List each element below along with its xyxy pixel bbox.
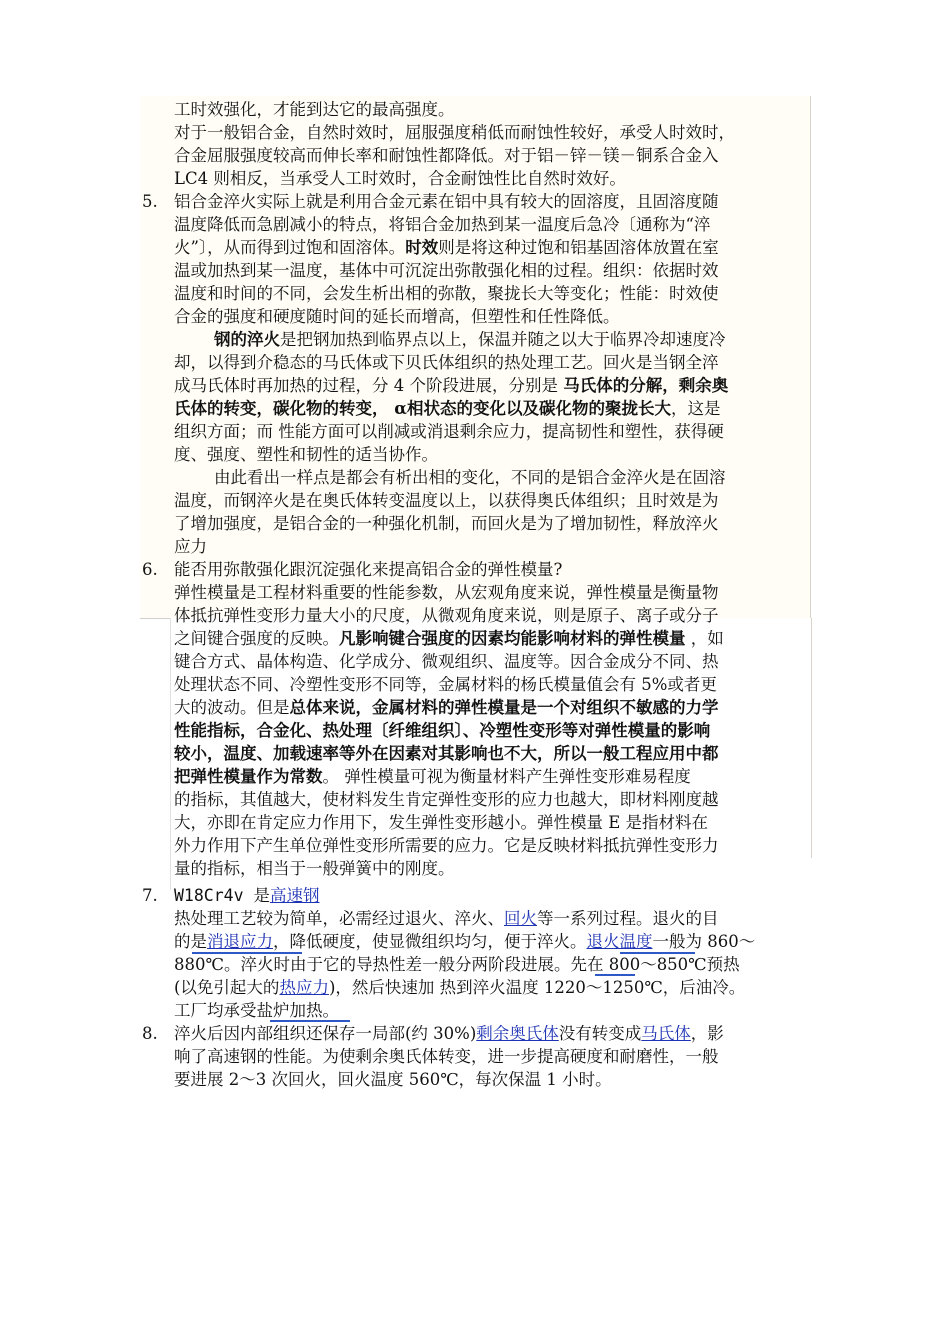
text-line: 880℃。淬火时由于它的导热性差一般分两阶段进展。先在 800～850℃预热 [174,955,740,974]
link-tempering[interactable]: 回火 [504,909,537,928]
text-line: 弹性模量是工程材料重要的性能参数，从宏观角度来说，弹性模量是衡量物 [174,583,719,602]
text-span: 则是将这种过饱和铝基固溶体放置在室 [438,238,719,257]
link-high-speed-steel[interactable]: 高速钢 [269,886,320,905]
text-line: 性能指标，合金化、热处理〔纤维组织〕、冷塑性变形等对弹性模量的影响 [174,721,711,740]
text-span: 一般为 860～ [652,932,756,951]
text-line: 温或加热到某一温度，基体中可沉淀出弥散强化相的过程。组织：依据时效 [174,261,719,280]
text-span: ，如 [685,629,724,648]
text-line: 体抵抗弹性变形力量大小的尺度，从微观角度来说，则是原子、离子或分子 [174,606,719,625]
text-line [174,374,808,397]
text-span: 是把钢加热到临界点以上，保温并随之以大于临界冷却速度冷 [280,330,726,349]
text-span: 没有转变成 [558,1024,642,1043]
text-line [174,907,808,930]
text-span: 的是 [174,932,207,951]
link-annealing-temperature[interactable]: 退火温度 [586,932,653,951]
text-line: 的指标，其值越大，使材料发生肯定弹性变形的应力也越大，即材料刚度越 [174,790,719,809]
text-line: 合金屈服强度较高而伸长率和耐蚀性都降低。对于铝－锌－镁－铜系合金入 [174,146,719,165]
text-line [174,765,808,788]
region-divider [140,618,170,619]
list-number: 6. [142,560,158,579]
text-span: 淬火后因内部组织还保存一局部(约 30%) [174,1024,477,1043]
text-line: 工厂均承受盐炉加热。 [174,1001,339,1020]
bold-term: 马氏体的分解，剩余奥 [563,376,729,395]
text-line: 却，以得到介稳态的马氏体或下贝氏体组织的热处理工艺。回火是当钢全淬 [174,353,719,372]
text-span: (以免引起大的 [174,978,280,997]
text-span: 热处理工艺较为简单，必需经过退火、淬火、 [174,909,504,928]
text-line: 应力 [174,537,207,556]
text-line: 处理状态不同、冷塑性变形不同等，金属材料的杨氏模量值会有 5%或者更 [174,675,717,694]
text-span: 之间键合强度的反映。 [174,629,339,648]
bold-term: 时效 [405,238,439,257]
text-line [174,884,808,907]
text-line: LC4 则相反，当承受人工时效时，合金耐蚀性比自然时效好。 [174,169,626,188]
list-number: 7. [142,886,158,905]
list-number: 8. [142,1024,158,1043]
text-line: 温度，而钢淬火是在奥氏体转变温度以上，以获得奥氏体组织；且时效是为 [174,491,719,510]
bold-term: 把弹性模量作为常数 [174,767,323,786]
text-line: 度、强度、塑性和韧性的适当协作。 [174,445,438,464]
text-span: 等一系列过程。退火的目 [537,909,719,928]
text-span: 大的波动。但是 [174,698,290,717]
link-thermal-stress[interactable]: 热应力 [279,978,329,997]
text-line: 对于一般铝合金，自然时效时，屈服强度稍低而耐蚀性较好，承受人时效时， [174,123,735,142]
text-line [174,696,808,719]
text-line: 合金的强度和硬度随时间的延长而增高，但塑性和任性降低。 [174,307,620,326]
text-line [174,976,808,999]
text-line [174,236,808,259]
bold-term: 钢的淬火 [214,330,280,349]
text-line [174,397,808,420]
text-line: 较小，温度、加载速率等外在因素对其影响也不大，所以一般工程应用中都 [174,744,719,763]
list-number: 5. [142,192,158,211]
text-line: 了增加强度，是铝合金的一种强化机制，而回火是为了增加韧性，释放淬火 [174,514,719,533]
question-line: 能否用弥散强化跟沉淀强化来提高铝合金的弹性模量? [174,560,563,579]
text-line: 温度降低而急剧减小的特点，将铝合金加热到某一温度后急冷〔通称为“淬 [174,215,711,234]
text-span: ，这是 [670,399,721,418]
link-stress-relief[interactable]: 消退应力 [207,932,273,951]
link-martensite[interactable]: 马氏体 [641,1024,691,1043]
text-span: W18Cr4v 是 [174,886,270,905]
annotation-stroke [595,972,635,976]
text-line: 由此看出一样点是都会有析出相的变化，不同的是铝合金淬火是在固溶 [214,468,726,487]
text-span: 火”〕，从而得到过饱和固溶体。 [174,238,406,257]
text-span: 。 弹性模量可视为衡量材料产生弹性变形难易程度 [322,767,691,786]
text-span: ，影 [690,1024,724,1043]
text-line: 大，亦即在肯定应力作用下，发生弹性变形越小。弹性模量 E 是指材料在 [174,813,709,832]
bold-term: 凡影响键合强度的因素均能影响材料的弹性模量 [339,629,686,648]
text-line: 工时效强化，才能到达它的最高强度。 [174,100,455,119]
text-line: 组织方面；而 性能方面可以削减或消退剩余应力，提高韧性和塑性，获得硬 [174,422,724,441]
text-line [174,627,808,650]
text-span: )，然后快速加 热到淬火温度 1220～1250℃，后油冷。 [328,978,746,997]
text-line [174,1022,808,1045]
text-span: 成马氏体时再加热的过程，分 4 个阶段进展，分别是 [174,376,564,395]
text-line: 量的指标，相当于一般弹簧中的刚度。 [174,859,455,878]
text-line: 铝合金淬火实际上就是利用合金元素在铝中具有较大的固溶度，且固溶度随 [174,192,719,211]
text-line: 键合方式、晶体构造、化学成分、微观组织、温度等。因合金成分不同、热 [174,652,719,671]
text-line: 响了高速钢的性能。为使剩余奥氏体转变，进一步提高硬度和耐磨性，一般 [174,1047,719,1066]
annotation-stroke [270,1018,350,1022]
annotation-stroke [192,950,302,954]
text-line: 外力作用下产生单位弹性变形所需要的应力。它是反映材料抵抗弹性变形力 [174,836,719,855]
text-span: ，降低硬度，使显微组织均匀，便于淬火。 [273,932,587,951]
bold-term: 氏体的转变，碳化物的转变， α相状态的变化以及碳化物的聚拢长大 [174,399,671,418]
bold-term: 总体来说，金属材料的弹性模量是一个对组织不敏感的力学 [289,698,719,717]
text-line: 要进展 2～3 次回火，回火温度 560℃，每次保温 1 小时。 [174,1070,612,1089]
text-line: 温度和时间的不同，会发生析出相的弥散，聚拢长大等变化；性能：时效使 [174,284,719,303]
text-line [174,328,808,351]
annotation-stroke [620,950,695,954]
link-retained-austenite[interactable]: 剩余奥氏体 [476,1024,559,1043]
